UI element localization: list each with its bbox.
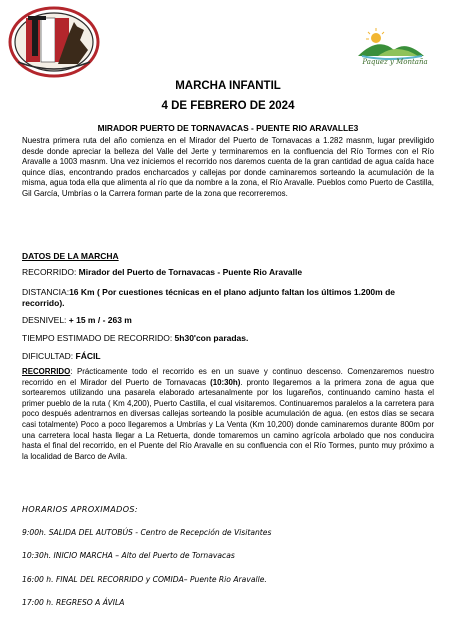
horarios-heading: HORARIOS APROXIMADOS: [22, 505, 138, 514]
route-paragraph [22, 367, 434, 462]
club-logo-icon [8, 6, 100, 78]
recorrido-field [22, 267, 434, 278]
desnivel-label: DESNIVEL: [22, 315, 69, 325]
mountain-logo-icon [348, 22, 434, 80]
event-date: 4 DE FEBRERO DE 2024 [161, 100, 295, 112]
desnivel-value: + 15 m / - 263 m [68, 315, 132, 325]
route-label: RECORRIDO [22, 367, 71, 376]
distancia-label: DISTANCIA: [22, 287, 70, 297]
recorrido-label: RECORRIDO: [22, 267, 79, 277]
tiempo-field [22, 333, 434, 344]
route-text-2: . pronto llegaremos a la primera zona de agua que sortearemos utilizando una pasarela elaborado artesanalmente por los lugareños, continuando camino hasta el primer pueblo de la ruta ( Km 4,200), Puerto Castilla, el cual visitaremos. Continuaremos paralelos a la carretera para poco después adentrarnos en diversas callejas sorteando la posible acumulación de agua. (en estos días se secara casi totalmente) Poco a poco llegaremos a Umbrías y La Venta (Km 10,200) donde caminaremos durante 800m por una carretera local hasta llegar a La Retuerta, donde tomaremos un camino agrícola arbolado que nos conducira hasta el final del recorrido, en el Puente del Río Aravalle en su confluencia con el Río Tormes, punto muy próximo a la localidad de Barco de Avila. [22, 377, 434, 461]
distancia-field [22, 287, 434, 309]
dificultad-value: FÁCIL [75, 351, 101, 361]
tiempo-value: 5h30'con paradas. [174, 333, 249, 343]
schedule-item: 16:00 h. FINAL DEL RECORRIDO y COMIDA– Puente Rio Aravalle. [22, 575, 267, 584]
distancia-value: 16 Km ( Por cuestiones técnicas en el plano adjunto faltan los últimos 1.200m de recorrido). [22, 287, 395, 308]
route-text-1: : Prácticamente todo el recorrido es en un suave y continuo descenso. Comenzaremos nuestro recorrido en el Mirador del Puerto de Tornavacas [22, 367, 434, 387]
route-start-time: (10:30h) [210, 377, 241, 387]
schedule-item: 10:30h. INICIO MARCHA – Alto del Puerto de Tornavacas [22, 551, 235, 560]
dificultad-label: DIFICULTAD: [22, 351, 76, 361]
schedule-item: 9:00h. SALIDA DEL AUTOBÚS - Centro de Recepción de Visitantes [22, 528, 272, 537]
schedule-item: 17:00 h. REGRESO A ÁVILA [22, 598, 125, 607]
dificultad-field [22, 351, 434, 362]
route-subtitle: MIRADOR PUERTO DE TORNAVACAS - PUENTE RIO ARAVALLE3 [97, 123, 359, 133]
logo-tagline: Paquez y Montaña [362, 58, 428, 66]
tiempo-label: TIEMPO ESTIMADO DE RECORRIDO: [22, 333, 175, 343]
document-title: MARCHA INFANTIL [175, 80, 281, 92]
recorrido-value: Mirador del Puerto de Tornavacas - Puente Rio Aravalle [78, 267, 303, 277]
datos-heading: DATOS DE LA MARCHA [22, 251, 119, 261]
intro-paragraph: Nuestra primera ruta del año comienza en el Mirador del Puerto de Tornavacas a 1.282 masnm, lugar previligido desde donde apreciar la belleza del Valle del Jerte y terminaremos en la confluencia del Río Tormes con el Río Aravalle a 1003 masnm. Una vez iniciemos el recorrido nos daremos cuenta de la gran cantidad de agua caída hace quince días, encontrando prados encharcados y callejas por donde caminaremos sorteando la acumulación de la misma, agua toda ella que alimenta al río que da nombre a la zona, el Río Aravalle. Pueblos como Puerto de Castilla, Gil García, Umbrías o la Carrera forman parte de la zona que recorreremos. [22, 136, 434, 198]
desnivel-field [22, 315, 434, 326]
